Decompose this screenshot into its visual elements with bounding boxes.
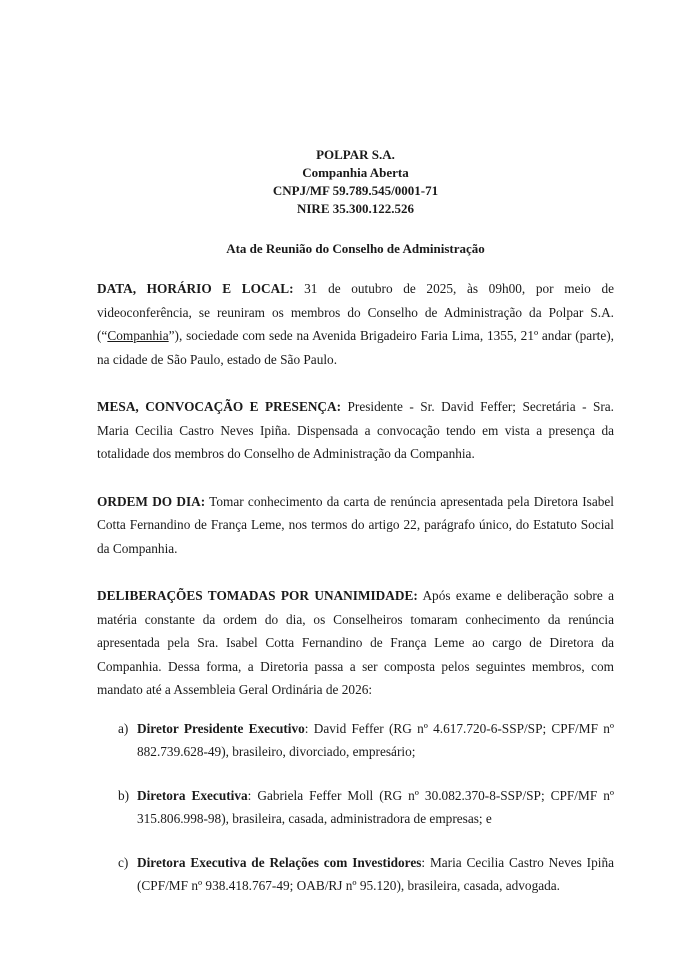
section-mesa-convocacao — [97, 395, 614, 466]
director-role: Diretora Executiva de Relações com Investidores — [137, 854, 422, 870]
director-details: : Gabriela Feffer Moll (RG nº 30.082.370-8-SSP/SP; CPF/MF nº 315.806.998-98), brasileira, casada, administradora de empresas; e — [137, 787, 614, 826]
list-marker: c) — [118, 854, 129, 870]
directors-list — [97, 717, 614, 898]
list-item — [97, 784, 614, 831]
document-page — [97, 146, 614, 918]
section-label: ORDEM DO DIA: — [97, 493, 206, 509]
section-text: Após exame e deliberação sobre a matéria constante da ordem do dia, os Conselheiros tomaram conhecimento da renúncia apresentada pela Sra. Isabel Cotta Fernandino de França Leme ao cargo de Diretora da Companhia. Dessa forma, a Diretoria passa a ser composta pelos seguintes membros, com mandato até a Assembleia Geral Ordinária de 2026: — [97, 588, 615, 697]
defined-term: Companhia — [107, 328, 169, 343]
section-data-horario-local — [97, 277, 614, 371]
director-role: Diretora Executiva — [137, 787, 248, 803]
document-title: Ata de Reunião do Conselho de Administração — [226, 241, 485, 256]
section-label: MESA, CONVOCAÇÃO E PRESENÇA: — [97, 399, 342, 414]
company-cnpj: CNPJ/MF 59.789.545/0001-71 — [272, 183, 439, 198]
section-text: Presidente - Sr. David Feffer; Secretária - Sra. Maria Cecilia Castro Neves Ipiña. Dispensada a convocação tendo em vista a presença da totalidade dos membros do Conselho de Administração da Companhia. — [97, 399, 615, 461]
section-deliberacoes — [97, 584, 614, 702]
list-item-text — [137, 784, 614, 831]
list-marker: b) — [118, 787, 130, 803]
director-details: : David Feffer (RG nº 4.617.720-6-SSP/SP; CPF/MF nº 882.739.628-49), brasileiro, divorciado, empresário; — [137, 720, 614, 759]
company-nire: NIRE 35.300.122.526 — [296, 201, 414, 216]
list-item-text — [137, 851, 614, 898]
list-item-text — [137, 717, 614, 764]
section-text: ”), sociedade com sede na Avenida Brigadeiro Faria Lima, 1355, 21º andar (parte), na cidade de São Paulo, estado de São Paulo. — [97, 328, 614, 367]
section-ordem-do-dia — [97, 490, 614, 561]
company-name: POLPAR S.A. — [316, 147, 395, 162]
list-item — [97, 717, 614, 764]
list-item — [97, 851, 614, 898]
section-label: DELIBERAÇÕES TOMADAS POR UNANIMIDADE: — [97, 588, 418, 603]
section-text: Tomar conhecimento da carta de renúncia apresentada pela Diretora Isabel Cotta Fernandino de França Leme, nos termos do artigo 22, parágrafo único, do Estatuto Social da Companhia. — [97, 493, 614, 556]
section-label: DATA, HORÁRIO E LOCAL: — [97, 281, 294, 296]
company-type: Companhia Aberta — [302, 165, 409, 180]
director-role: Diretor Presidente Executivo — [137, 720, 305, 736]
list-marker: a) — [118, 720, 129, 736]
document-header — [97, 146, 614, 218]
section-text: 31 de outubro de 2025, às 09h00, por meio de videoconferência, se reuniram os membros do Conselho de Administração da Polpar S.A. (“ — [97, 281, 614, 343]
director-details: : Maria Cecilia Castro Neves Ipiña (CPF/MF nº 938.418.767-49; OAB/RJ nº 95.120), brasileira, casada, advogada. — [137, 854, 614, 893]
